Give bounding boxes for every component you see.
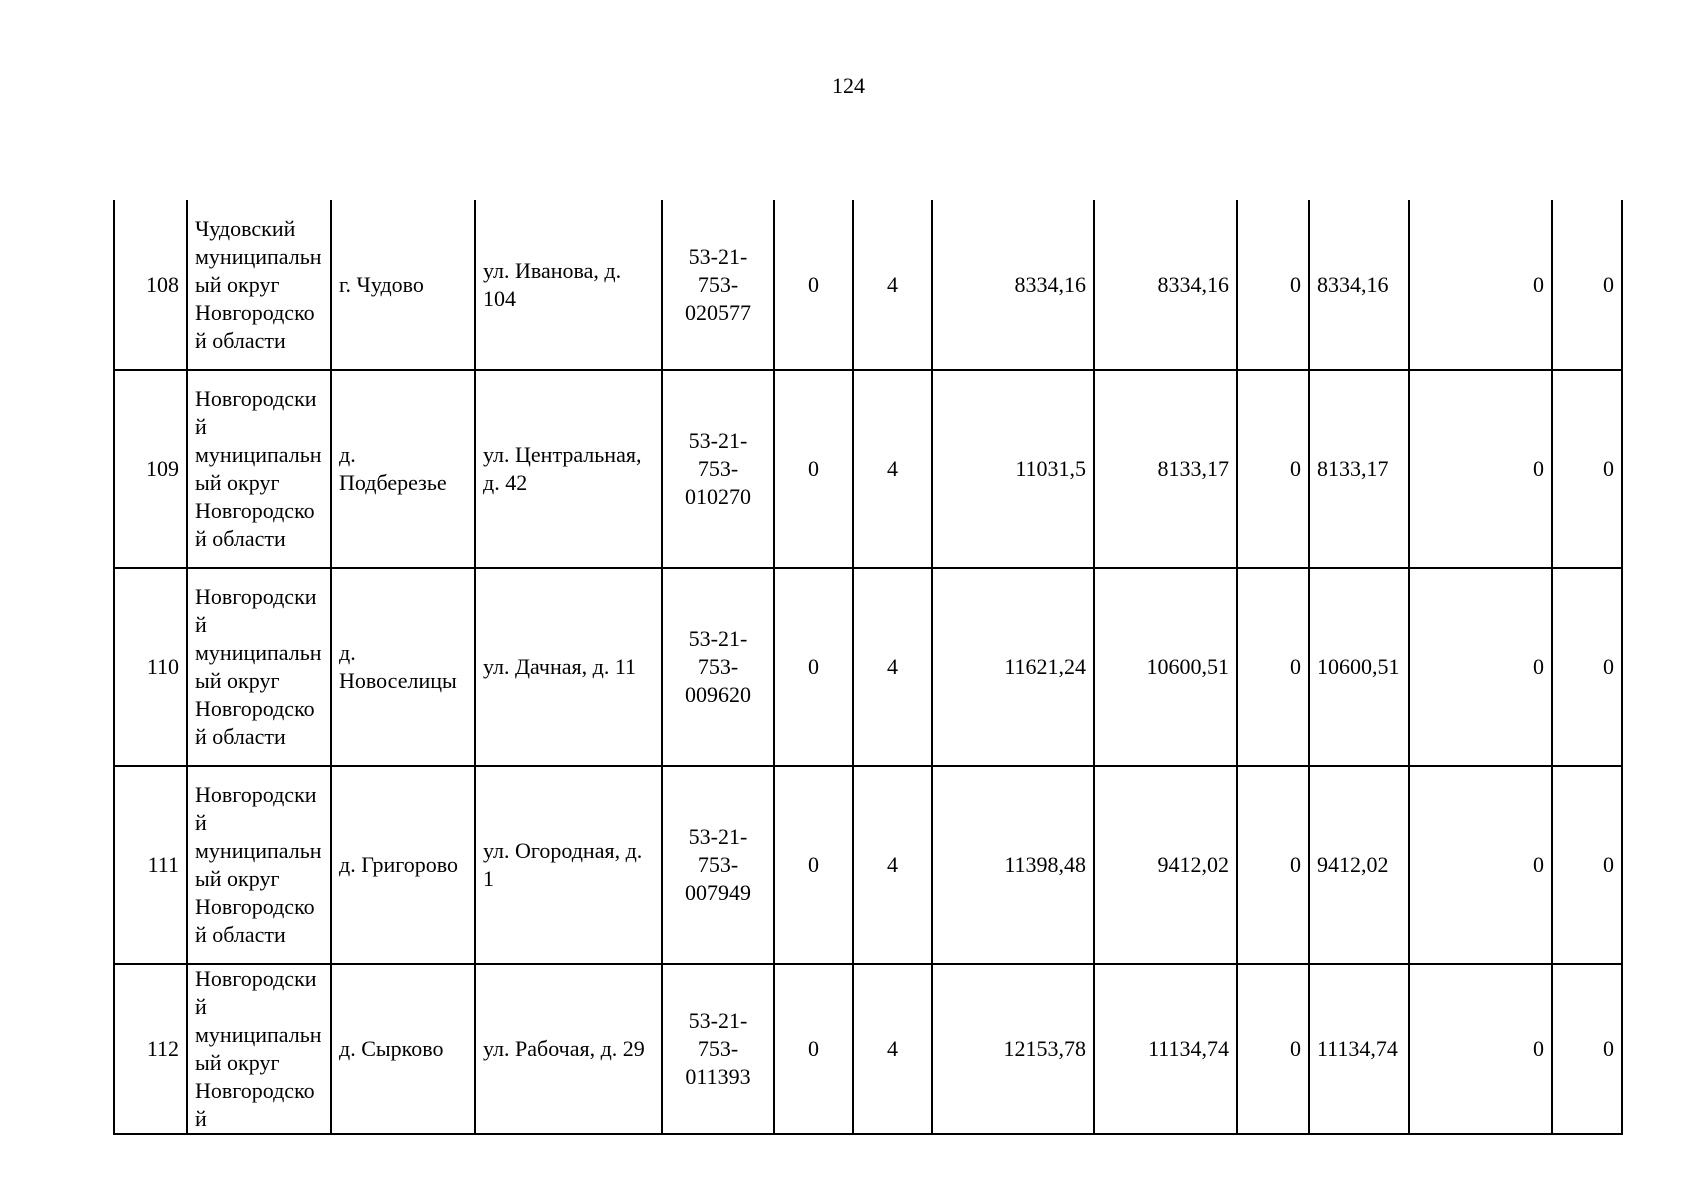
cell-col12: 0 xyxy=(1409,568,1552,766)
cell-address: ул. Огородная, д. 1 xyxy=(475,766,662,964)
cell-settlement: д. Сырково xyxy=(331,964,475,1134)
cell-col8: 12153,78 xyxy=(932,964,1094,1134)
cell-col13: 0 xyxy=(1552,766,1622,964)
cell-col9: 8133,17 xyxy=(1094,370,1237,568)
cell-col11: 11134,74 xyxy=(1309,964,1409,1134)
cell-col9: 9412,02 xyxy=(1094,766,1237,964)
cell-col7: 4 xyxy=(853,370,932,568)
cell-col13: 0 xyxy=(1552,200,1622,370)
cell-col6: 0 xyxy=(774,964,853,1134)
cell-col13: 0 xyxy=(1552,568,1622,766)
cell-col12: 0 xyxy=(1409,964,1552,1134)
cell-col6: 0 xyxy=(774,370,853,568)
cell-code: 53-21-753-007949 xyxy=(662,766,774,964)
page-number: 124 xyxy=(832,73,865,98)
cell-col9: 8334,16 xyxy=(1094,200,1237,370)
cell-code: 53-21-753-020577 xyxy=(662,200,774,370)
cell-col7: 4 xyxy=(853,200,932,370)
cell-col8: 8334,16 xyxy=(932,200,1094,370)
cell-col11: 9412,02 xyxy=(1309,766,1409,964)
cell-address: ул. Рабочая, д. 29 xyxy=(475,964,662,1134)
housing-registry-table xyxy=(113,200,1623,1135)
cell-col7: 4 xyxy=(853,964,932,1134)
cell-address: ул. Иванова, д. 104 xyxy=(475,200,662,370)
cell-code: 53-21-753-011393 xyxy=(662,964,774,1134)
cell-col6: 0 xyxy=(774,568,853,766)
cell-col10: 0 xyxy=(1237,964,1309,1134)
table-row xyxy=(114,200,1622,370)
cell-col8: 11398,48 xyxy=(932,766,1094,964)
cell-district: Новгородский муниципальный округ Новгородской xyxy=(187,964,331,1134)
table-row xyxy=(114,766,1622,964)
cell-code: 53-21-753-009620 xyxy=(662,568,774,766)
cell-col7: 4 xyxy=(853,568,932,766)
cell-col11: 10600,51 xyxy=(1309,568,1409,766)
cell-col6: 0 xyxy=(774,766,853,964)
cell-col10: 0 xyxy=(1237,766,1309,964)
cell-col11: 8334,16 xyxy=(1309,200,1409,370)
cell-district: Новгородский муниципальный округ Новгородской области xyxy=(187,370,331,568)
cell-row-number: 109 xyxy=(114,370,187,568)
cell-col9: 10600,51 xyxy=(1094,568,1237,766)
cell-col12: 0 xyxy=(1409,200,1552,370)
cell-district: Новгородский муниципальный округ Новгородской области xyxy=(187,568,331,766)
cell-row-number: 112 xyxy=(114,964,187,1134)
cell-col7: 4 xyxy=(853,766,932,964)
cell-col10: 0 xyxy=(1237,370,1309,568)
cell-col12: 0 xyxy=(1409,766,1552,964)
cell-settlement: д. Григорово xyxy=(331,766,475,964)
table-row xyxy=(114,568,1622,766)
cell-col8: 11621,24 xyxy=(932,568,1094,766)
cell-col8: 11031,5 xyxy=(932,370,1094,568)
cell-col11: 8133,17 xyxy=(1309,370,1409,568)
table-row xyxy=(114,964,1622,1134)
cell-code: 53-21-753-010270 xyxy=(662,370,774,568)
cell-col13: 0 xyxy=(1552,964,1622,1134)
cell-settlement: д. Новоселицы xyxy=(331,568,475,766)
cell-settlement: д. Подберезье xyxy=(331,370,475,568)
cell-address: ул. Центральная, д. 42 xyxy=(475,370,662,568)
cell-district: Новгородский муниципальный округ Новгородской области xyxy=(187,766,331,964)
cell-settlement: г. Чудово xyxy=(331,200,475,370)
cell-row-number: 111 xyxy=(114,766,187,964)
cell-col6: 0 xyxy=(774,200,853,370)
cell-row-number: 108 xyxy=(114,200,187,370)
cell-col10: 0 xyxy=(1237,568,1309,766)
cell-row-number: 110 xyxy=(114,568,187,766)
cell-col10: 0 xyxy=(1237,200,1309,370)
cell-address: ул. Дачная, д. 11 xyxy=(475,568,662,766)
cell-district: Чудовский муниципальный округ Новгородской области xyxy=(187,200,331,370)
cell-col13: 0 xyxy=(1552,370,1622,568)
cell-col9: 11134,74 xyxy=(1094,964,1237,1134)
cell-col12: 0 xyxy=(1409,370,1552,568)
table-row xyxy=(114,370,1622,568)
